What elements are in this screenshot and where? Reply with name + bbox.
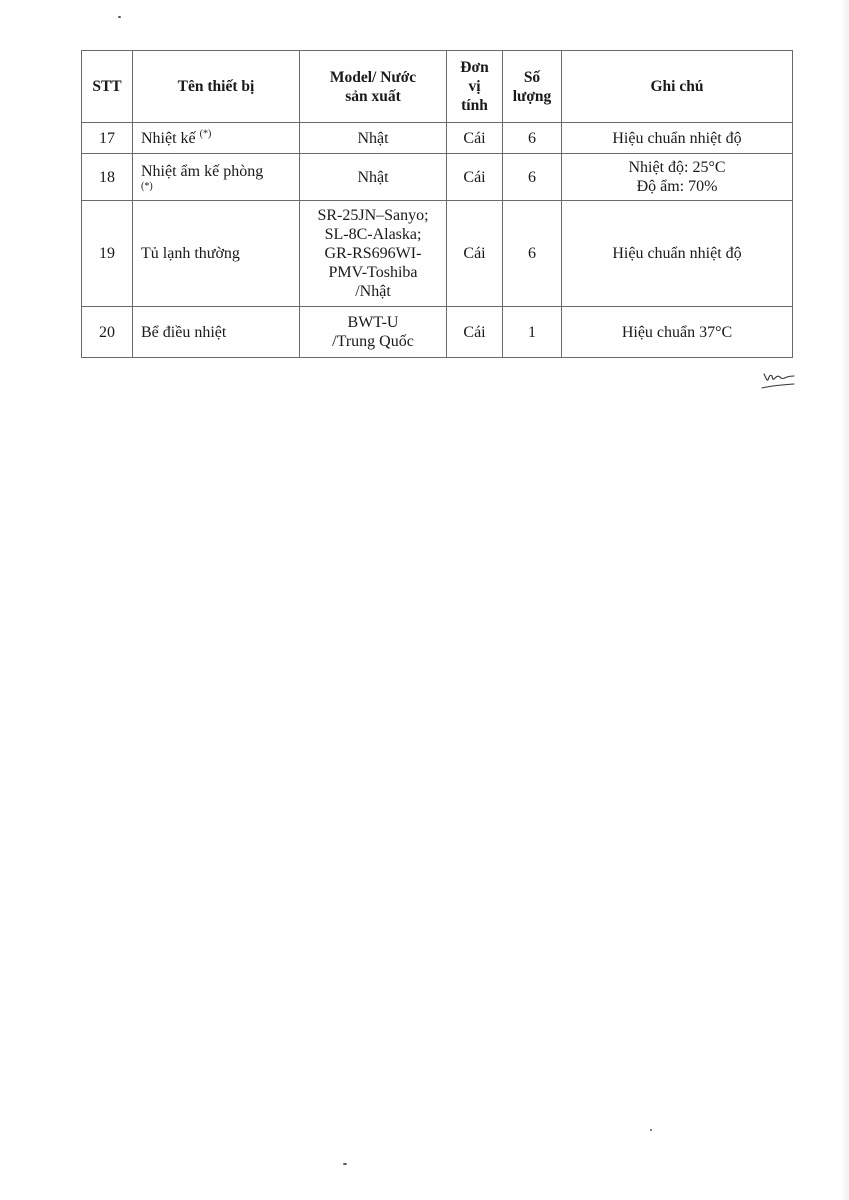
model-line: GR-RS696WI-	[324, 245, 422, 262]
cell-quantity: 1	[503, 307, 562, 358]
cell-model-origin: Nhật	[300, 123, 447, 154]
header-model-origin	[300, 51, 447, 123]
note-line: Độ ẩm: 70%	[636, 178, 718, 195]
model-line: /Trung Quốc	[332, 333, 414, 350]
cell-equipment-name: Tủ lạnh thường	[133, 201, 300, 307]
header-quantity-line: Số	[523, 68, 541, 86]
header-unit-line: vị	[468, 78, 481, 95]
cell-note: Hiệu chuẩn 37°C	[562, 307, 793, 358]
scan-speck	[650, 1129, 652, 1131]
cell-quantity: 6	[503, 123, 562, 154]
cell-note	[562, 154, 793, 201]
cell-unit: Cái	[447, 154, 503, 201]
cell-model-origin	[300, 201, 447, 307]
footnote-mark: (*)	[199, 128, 212, 140]
cell-stt: 19	[82, 201, 133, 307]
table-header-row	[82, 51, 793, 123]
header-equipment-name: Tên thiết bị	[133, 51, 300, 123]
cell-model-origin	[300, 307, 447, 358]
cell-equipment-name	[133, 154, 300, 201]
header-unit	[447, 51, 503, 123]
model-line: SL-8C-Alaska;	[324, 226, 422, 243]
footnote-mark: (*)	[141, 180, 153, 192]
header-unit-line: Đơn	[460, 59, 489, 76]
scan-speck	[343, 1163, 347, 1165]
cell-quantity: 6	[503, 201, 562, 307]
cell-stt: 20	[82, 307, 133, 358]
header-note: Ghi chú	[562, 51, 793, 123]
note-line: Nhiệt độ: 25°C	[628, 159, 726, 176]
table-row	[82, 307, 793, 358]
equipment-table	[81, 50, 793, 358]
header-quantity	[503, 51, 562, 123]
header-model-line: sản xuất	[345, 87, 401, 105]
handwritten-initials-signature	[760, 368, 796, 392]
model-line: BWT-U	[347, 314, 399, 331]
scan-speck	[118, 16, 121, 18]
equipment-name-text: Nhiệt kế	[141, 129, 196, 147]
scan-edge-shadow	[841, 0, 849, 1200]
cell-model-origin: Nhật	[300, 154, 447, 201]
equipment-name-text: Nhiệt ẩm kế phòng	[141, 162, 264, 180]
header-unit-line: tính	[461, 97, 488, 114]
cell-unit: Cái	[447, 123, 503, 154]
table-row	[82, 201, 793, 307]
cell-unit: Cái	[447, 307, 503, 358]
table-row	[82, 154, 793, 201]
cell-stt: 18	[82, 154, 133, 201]
model-line: PMV-Toshiba	[328, 264, 418, 281]
cell-note: Hiệu chuẩn nhiệt độ	[562, 201, 793, 307]
header-stt: STT	[82, 51, 133, 123]
model-line: SR-25JN–Sanyo;	[317, 207, 429, 224]
model-line: /Nhật	[355, 283, 391, 300]
table-row	[82, 123, 793, 154]
cell-equipment-name: Bể điều nhiệt	[133, 307, 300, 358]
header-model-line: Model/ Nước	[329, 68, 417, 86]
cell-equipment-name	[133, 123, 300, 154]
cell-unit: Cái	[447, 201, 503, 307]
cell-stt: 17	[82, 123, 133, 154]
header-quantity-line: lượng	[512, 87, 552, 105]
cell-note: Hiệu chuẩn nhiệt độ	[562, 123, 793, 154]
cell-quantity: 6	[503, 154, 562, 201]
